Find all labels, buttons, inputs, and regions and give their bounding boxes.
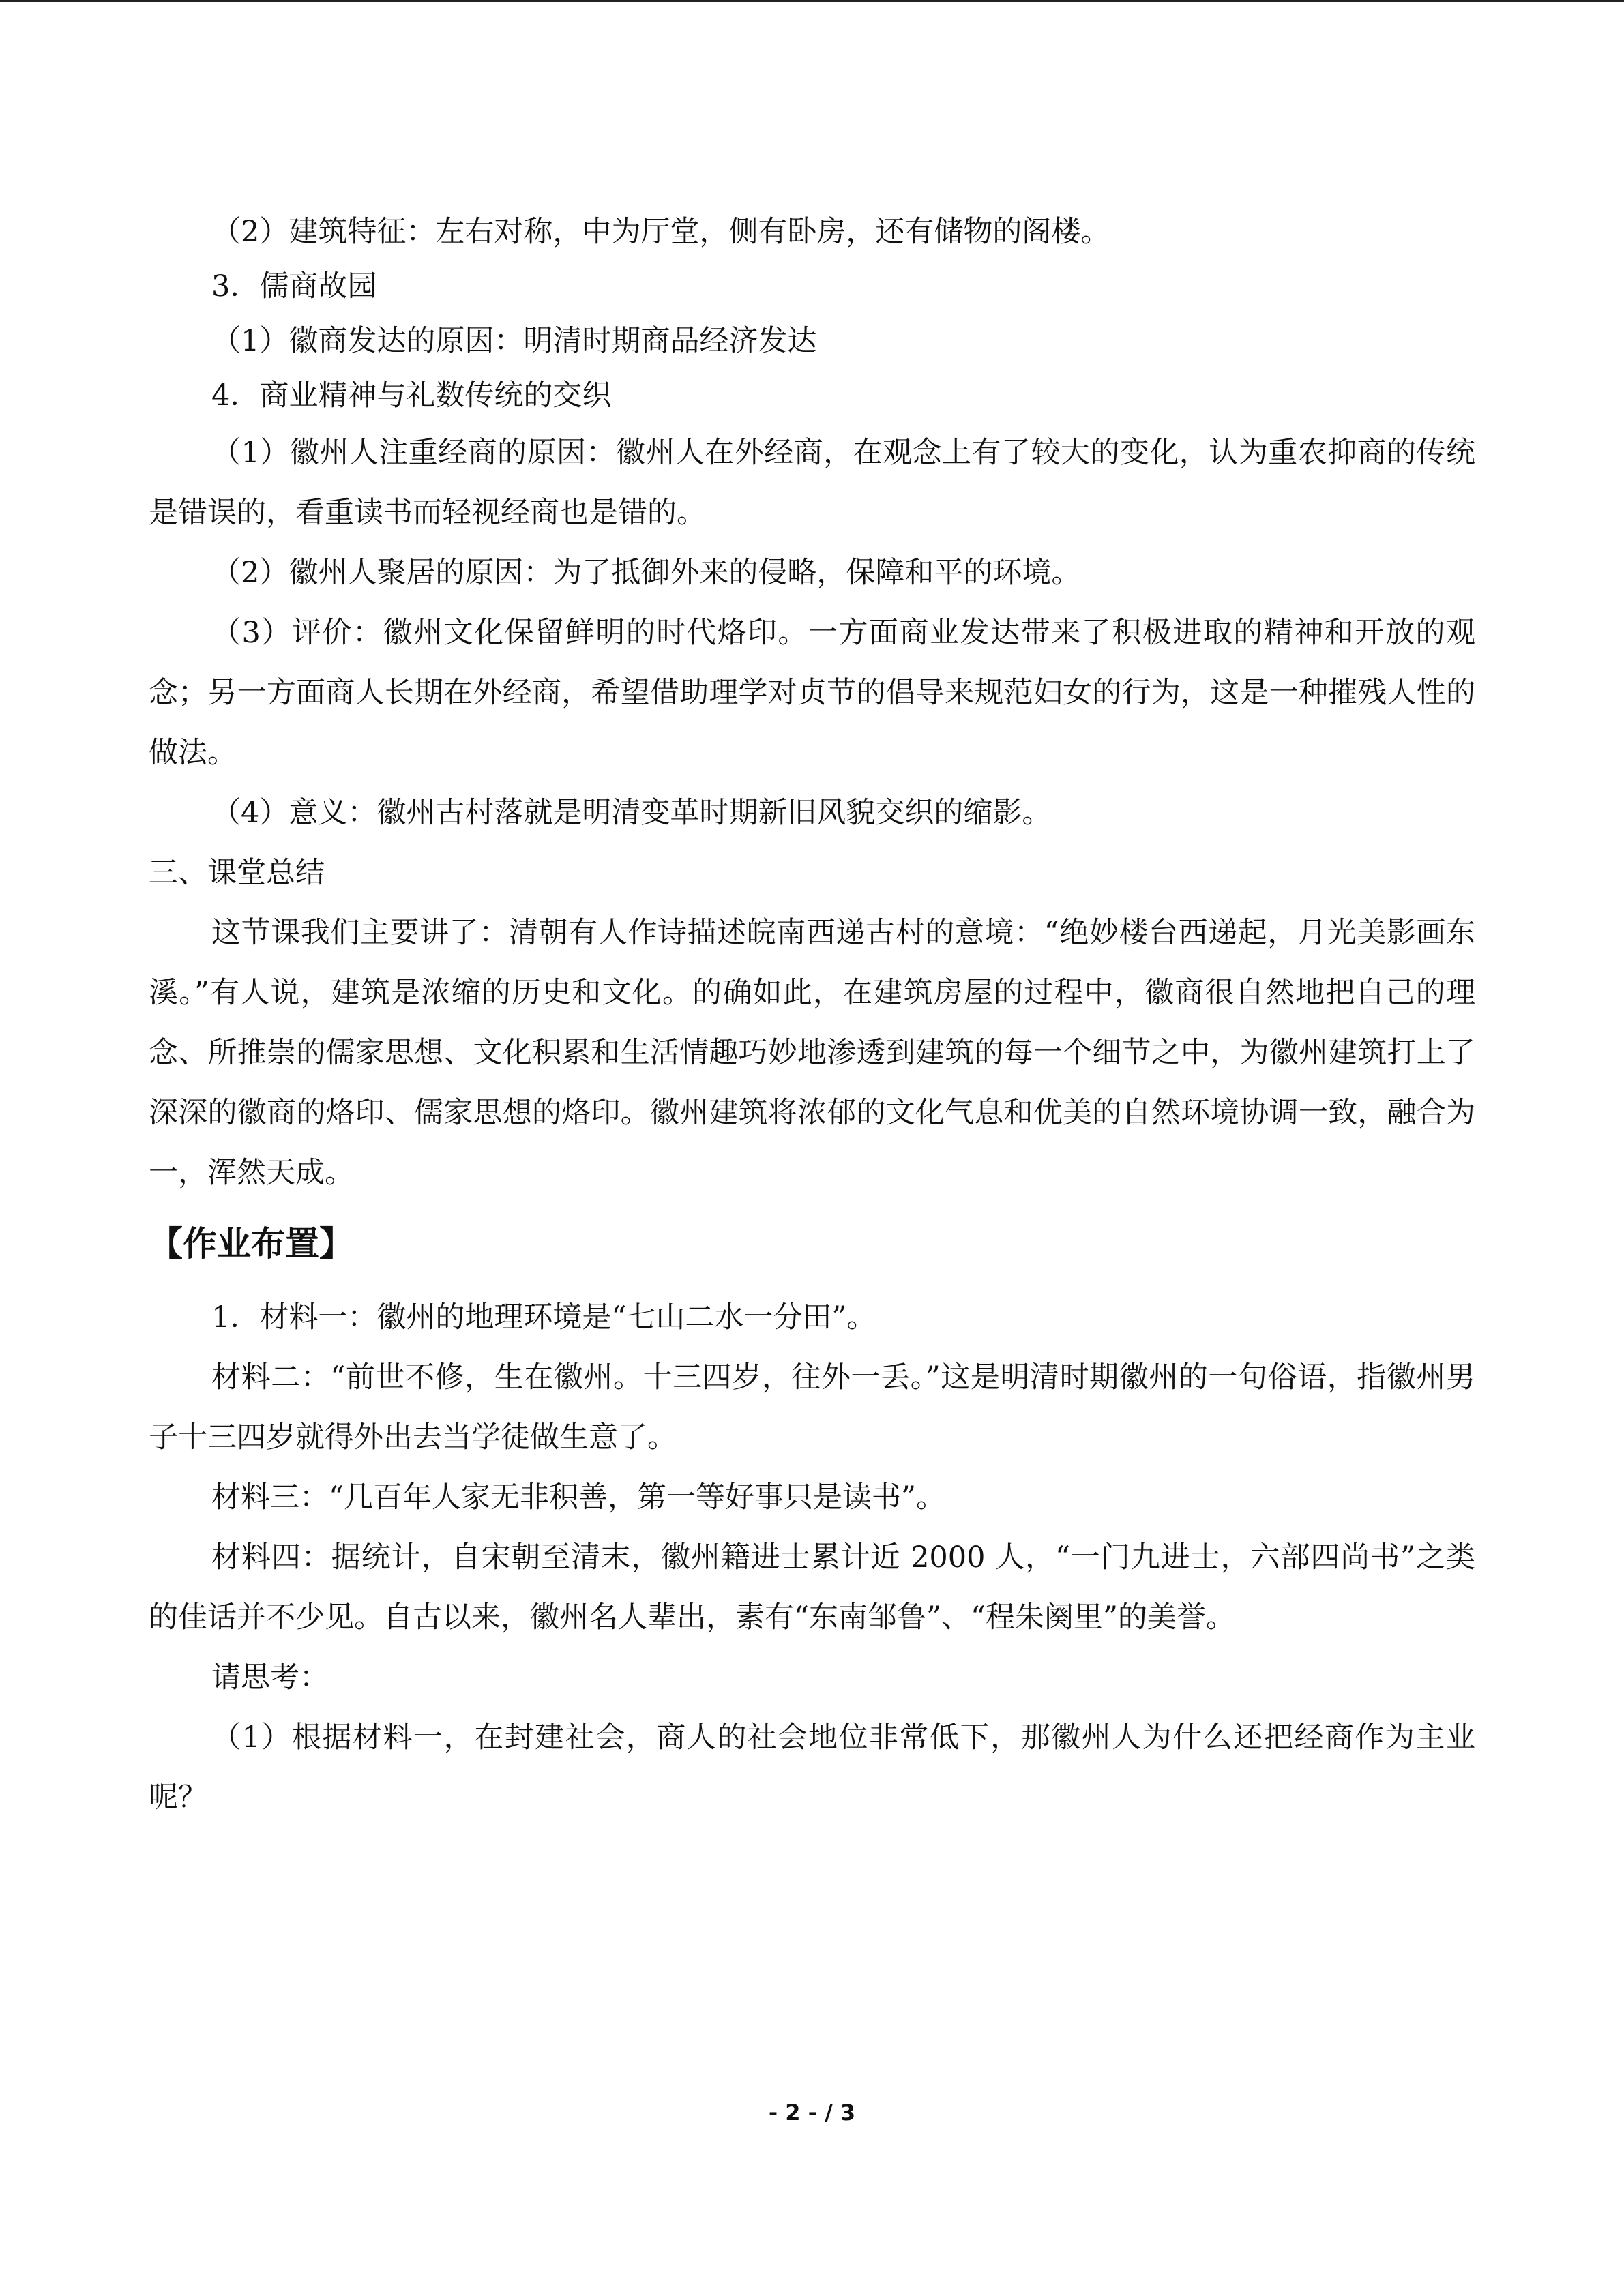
paragraph-merchant-prosperity-reason: （1）徽商发达的原因：明清时期商品经济发达 <box>211 324 817 358</box>
top-border-line <box>0 0 1624 2</box>
paragraph-building-features: （2）建筑特征：左右对称，中为厅堂，侧有卧房，还有储物的阁楼。 <box>211 215 1110 249</box>
paragraph-evaluation: （3）评价：徽州文化保留鲜明的时代烙印。一方面商业发达带来了积极进取的精神和开放的观念；另一方面商人长期在外经商，希望借助理学对贞节的倡导来规范妇女的行为，这是一种摧残人性的做法。 <box>149 616 1475 770</box>
page-number: - 2 - / 3 <box>768 2100 856 2126</box>
paragraph-question-one: （1）根据材料一，在封建社会，商人的社会地位非常低下，那徽州人为什么还把经商作为主业呢？ <box>149 1720 1475 1815</box>
paragraph-material-four: 材料四：据统计，自宋朝至清末，徽州籍进士累计近 2000 人，“一门九进士，六部四尚书”之类的佳话并不少见。自古以来，徽州名人辈出，素有“东南邹鲁”、“程朱阕里”的美誉。 <box>149 1540 1475 1635</box>
paragraph-material-one: 1．材料一：徽州的地理环境是“七山二水一分田”。 <box>211 1300 876 1335</box>
paragraph-significance: （4）意义：徽州古村落就是明清变革时期新旧风貌交织的缩影。 <box>211 796 1052 830</box>
document-body <box>149 205 1475 1828</box>
paragraph-material-three: 材料三：“几百年人家无非积善，第一等好事只是读书”。 <box>211 1480 945 1515</box>
paragraph-clustered-living-reason: （2）徽州人聚居的原因：为了抵御外来的侵略，保障和平的环境。 <box>211 556 1081 590</box>
paragraph-material-two: 材料二：“前世不修，生在徽州。十三四岁，往外一丢。”这是明清时期徽州的一句俗语，指徽州男子十三四岁就得外出去当学徒做生意了。 <box>149 1360 1475 1455</box>
section-heading-homework: 【作业布置】 <box>149 1224 353 1264</box>
paragraph-please-think: 请思考： <box>211 1660 329 1695</box>
paragraph-summary: 这节课我们主要讲了：清朝有人作诗描述皖南西递古村的意境：“绝妙楼台西递起，月光美影画东溪。”有人说，建筑是浓缩的历史和文化。的确如此，在建筑房屋的过程中，徽商很自然地把自己的理念、所推崇的儒家思想、文化积累和生活情趣巧妙地渗透到建筑的每一个细节之中，为徽州建筑打上了深深的徽商的烙印、儒家思想的烙印。徽州建筑将浓郁的文化气息和优美的自然环境协调一致，融合为一，浑然天成。 <box>149 916 1475 1190</box>
section-heading-summary: 三、课堂总结 <box>149 856 325 890</box>
paragraph-business-emphasis-reason: （1）徽州人注重经商的原因：徽州人在外经商，在观念上有了较大的变化，认为重农抑商的传统是错误的，看重读书而轻视经商也是错的。 <box>149 436 1475 530</box>
heading-business-and-tradition: 4．商业精神与礼数传统的交织 <box>211 378 612 413</box>
heading-confucian-merchant-hometown: 3．儒商故园 <box>211 269 377 303</box>
